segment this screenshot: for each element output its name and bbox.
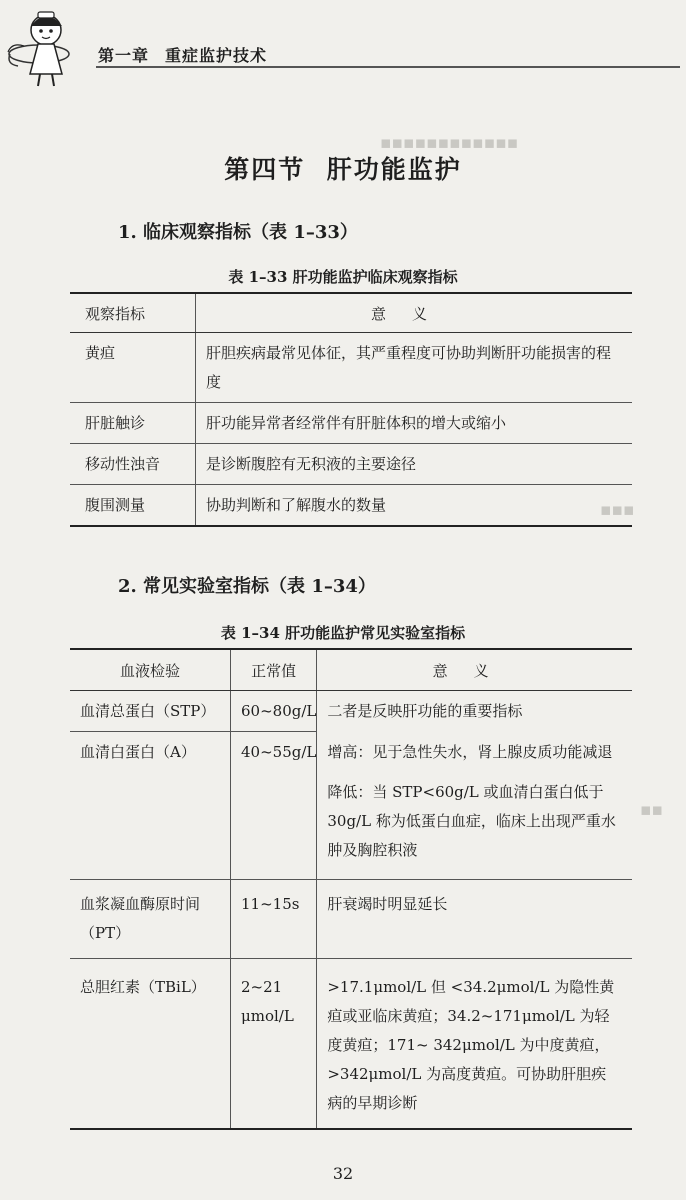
header-cell: 意义 [196,293,633,333]
meaning-cell: 协助判断和了解腹水的数量 [196,485,633,527]
meaning-cell: 肝衰竭时明显延长 [317,880,632,959]
laboratory-indicator-table [70,648,632,1130]
header-rule [96,66,680,68]
header-cell: 观察指标 [70,293,196,333]
clinical-observation-table [70,292,632,527]
meaning-cell: 降低：当 STP<60g/L 或血清白蛋白低于 30g/L 称为低蛋白血症，临床上出现严重水肿及胸腔积液 [327,783,616,859]
bleed-through-text: ▪▪▪▪▪▪▪▪▪▪▪▪ [380,133,519,153]
bleed-through-text: ▪▪ [640,800,664,820]
table-header-row [70,293,632,333]
test-cell: 血清白蛋白（A） [70,732,231,773]
table-row [70,485,632,527]
header-cell: 血液检验 [70,649,231,691]
test-cell [70,772,231,880]
normal-value-cell: 60~80g/L [231,691,317,732]
normal-value-cell [231,772,317,880]
meaning-cell: 二者是反映肝功能的重要指标 [327,702,523,720]
table-2-caption: 表 1–34 肝功能监护常见实验室指标 [220,624,466,642]
header-cell: 正常值 [231,649,317,691]
table-row [70,444,632,485]
chapter-number: 第一章 [98,46,150,65]
test-cell: 血清总蛋白（STP） [70,691,231,732]
normal-value-cell: 2~21 μmol/L [231,959,317,1130]
table-1-caption: 表 1–33 肝功能监护临床观察指标 [228,268,458,286]
table-row [70,772,632,880]
subsection-heading-1: 1. 临床观察指标（表 1–33） [118,222,358,243]
meaning-cell: 增高：见于急性失水，肾上腺皮质功能减退 [327,742,613,761]
test-cell: 总胆红素（TBiL） [70,959,231,1130]
table-row [70,732,632,773]
section-title: 第四节 肝功能监护 [224,155,462,184]
page-number: 32 [332,1164,354,1183]
table-row [70,880,632,959]
table-row [70,691,632,732]
meaning-cell: 是诊断腹腔有无积液的主要途径 [196,444,633,485]
indicator-cell: 肝脏触诊 [70,403,196,444]
page-header [0,0,686,90]
table-header-row [70,649,632,691]
bleed-through-text: ▪▪▪ [600,500,635,520]
indicator-cell: 黄疸 [70,333,196,403]
subsection-heading-2: 2. 常见实验室指标（表 1–34） [118,576,376,597]
header-cell: 意义 [317,649,632,691]
normal-value-cell: 40~55g/L [231,732,317,773]
chapter-title: 重症监护技术 [165,46,268,65]
test-cell: 血浆凝血酶原时间（PT） [70,880,231,959]
nurse-mascot-icon [4,4,94,90]
normal-value-cell: 11~15s [231,880,317,959]
table-row [70,959,632,1130]
meaning-cell: 肝胆疾病最常见体征，其严重程度可协助判断肝功能损害的程度 [196,333,633,403]
meaning-cell: 肝功能异常者经常伴有肝脏体积的增大或缩小 [196,403,633,444]
chapter-heading [98,43,267,66]
table-row [70,333,632,403]
indicator-cell: 腹围测量 [70,485,196,527]
table-row [70,403,632,444]
meaning-cell: >17.1μmol/L 但 <34.2μmol/L 为隐性黄疸或亚临床黄疸；34.2~171μmol/L 为轻度黄疸；171~ 342μmol/L 为中度黄疸，>342μmol/L 为高度黄疸。可协助肝胆疾病的早期诊断 [317,959,632,1130]
indicator-cell: 移动性浊音 [70,444,196,485]
